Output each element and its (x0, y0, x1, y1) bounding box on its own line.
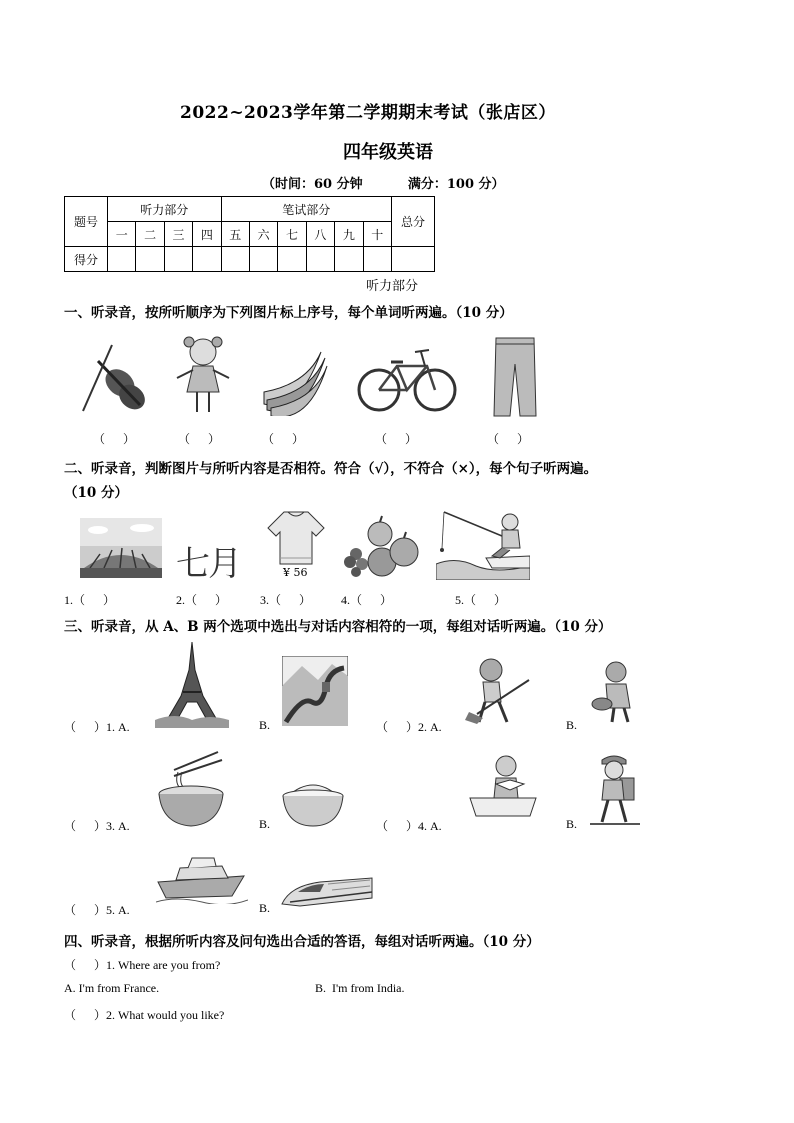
s4-q1[interactable]: （ ）1. Where are you from? (64, 958, 221, 972)
fruits-image (342, 512, 422, 578)
jeans-image (490, 334, 540, 418)
s1-blank[interactable]: （ ） (93, 432, 136, 446)
s1-blank[interactable]: （ ） (178, 432, 221, 446)
stadium-image (80, 518, 162, 578)
score-cell[interactable] (306, 247, 334, 272)
train-image (280, 872, 374, 912)
score-cell[interactable] (249, 247, 277, 272)
table-header-written: 笔试部分 (221, 197, 391, 222)
table-num: 九 (335, 222, 363, 247)
exam-subtitle: 四年级英语 (343, 142, 433, 163)
s3-q4-b-label: B. (566, 817, 578, 831)
table-header-number: 题号 (65, 197, 108, 247)
section2-title: 二、听录音，判断图片与所听内容是否相符。符合（√），不符合（×），每个句子听两遍。 (64, 461, 598, 477)
section4-title: 四、听录音，根据所听内容及问句选出合适的答语，每组对话听两遍。（10 分） (64, 934, 540, 950)
score-cell[interactable] (363, 247, 391, 272)
exam-title: 2022~2023学年第二学期期末考试（张店区） (180, 103, 556, 123)
table-num: 一 (108, 222, 136, 247)
s3-q2-label[interactable]: （ ）2. A. (376, 720, 442, 734)
table-num: 六 (249, 222, 277, 247)
violin-image (78, 343, 148, 415)
table-num: 四 (193, 222, 221, 247)
listening-header: 听力部分 (366, 279, 419, 294)
sweater-image (266, 510, 326, 566)
rice-image (280, 776, 346, 828)
score-cell[interactable] (193, 247, 221, 272)
s2-item-2[interactable]: 2.（ ） (176, 593, 228, 607)
sweeping-boy-image (463, 656, 535, 726)
table-header-total: 总分 (392, 197, 435, 247)
s3-q3-label[interactable]: （ ）3. A. (64, 819, 130, 833)
table-num: 二 (136, 222, 164, 247)
ship-image (156, 852, 248, 904)
section3-title: 三、听录音，从 A、B 两个选项中选出与对话内容相符的一项，每组对话听两遍。（10 分） (64, 619, 612, 635)
score-cell[interactable] (335, 247, 363, 272)
score-cell[interactable] (278, 247, 306, 272)
table-num: 十 (363, 222, 391, 247)
s3-q4-label[interactable]: （ ）4. A. (376, 819, 442, 833)
calendar-text: 七月 (176, 544, 240, 584)
score-cell[interactable] (221, 247, 249, 272)
noodles-image (156, 750, 226, 828)
score-cell[interactable] (164, 247, 192, 272)
bananas-image (259, 344, 329, 416)
s3-q2-b-label: B. (566, 718, 578, 732)
s3-q3-b-label: B. (259, 817, 271, 831)
s4-q1-option-a[interactable]: A. I'm from France. (64, 981, 160, 995)
table-score-label: 得分 (65, 247, 108, 272)
eiffel-tower-image (155, 640, 229, 728)
table-header-listening: 听力部分 (108, 197, 222, 222)
s2-item-3[interactable]: 3.（ ） (260, 593, 312, 607)
score-cell[interactable] (108, 247, 136, 272)
table-num: 五 (221, 222, 249, 247)
section2-score: （10 分） (64, 485, 128, 501)
price-text: ¥ 56 (283, 566, 308, 579)
score-cell[interactable] (136, 247, 164, 272)
section1-title: 一、听录音，按所听顺序为下列图片标上序号，每个单词听两遍。（10 分） (64, 305, 513, 321)
reading-boy-image (466, 754, 540, 820)
s2-item-5[interactable]: 5.（ ） (455, 593, 507, 607)
s3-q1-b-label: B. (259, 718, 271, 732)
exam-info: （时间：60 分钟 满分：100 分） (262, 177, 505, 192)
s1-blank[interactable]: （ ） (375, 432, 418, 446)
score-table (64, 196, 435, 272)
bicycle-image (357, 344, 457, 416)
s1-blank[interactable]: （ ） (487, 432, 530, 446)
great-wall-image (282, 656, 348, 726)
score-cell[interactable] (392, 247, 435, 272)
table-num: 三 (164, 222, 192, 247)
s4-q2[interactable]: （ ）2. What would you like? (64, 1008, 225, 1022)
table-num: 七 (278, 222, 306, 247)
s4-q1-option-b[interactable]: B. I'm from India. (315, 981, 405, 995)
s3-q1-label[interactable]: （ ）1. A. (64, 720, 130, 734)
table-num: 八 (306, 222, 334, 247)
s3-q5-label[interactable]: （ ）5. A. (64, 903, 130, 917)
hiking-girl-image (590, 752, 640, 826)
washing-boy-image (590, 660, 636, 724)
fishing-boy-image (436, 508, 530, 580)
s3-q5-b-label: B. (259, 901, 271, 915)
s2-item-1[interactable]: 1.（ ） (64, 593, 116, 607)
s1-blank[interactable]: （ ） (262, 432, 305, 446)
girl-image (173, 334, 233, 418)
s2-item-4[interactable]: 4.（ ） (341, 593, 393, 607)
